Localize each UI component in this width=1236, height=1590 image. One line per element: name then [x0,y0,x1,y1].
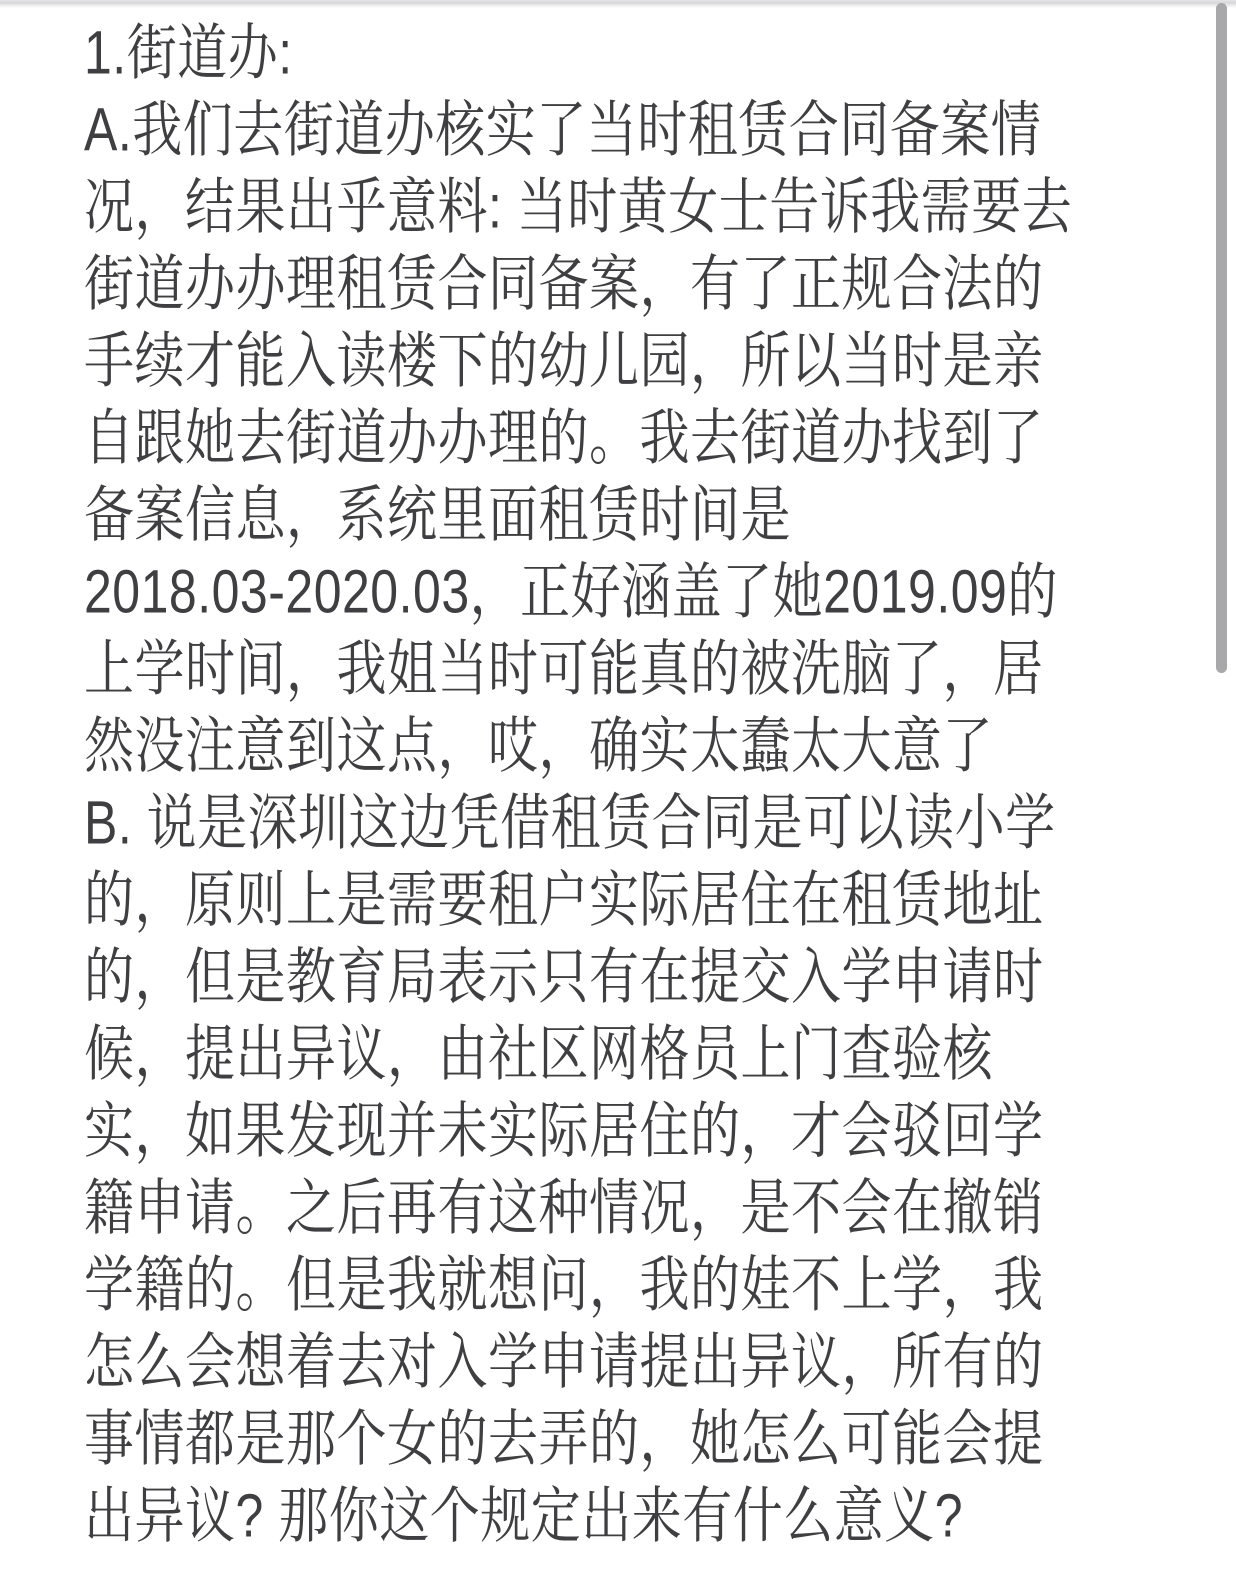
text-line: 手续才能入读楼下的幼儿园，所以当时是亲 [84,326,1044,396]
text-line: 候，提出异议，由社区网格员上门查验核 [84,1019,993,1089]
text-line: 上学时间，我姐当时可能真的被洗脑了，居 [84,634,1044,704]
text-line: 籍申请。之后再有这种情况，是不会在撤销 [84,1173,1044,1243]
text-line: 况，结果出乎意料: 当时黄女士告诉我需要去 [84,172,1073,242]
text-line: 然没注意到这点，哎，确实太蠢太大意了 [84,711,993,781]
text-line: 学籍的。但是我就想问，我的娃不上学，我 [84,1250,1044,1320]
text-line: 的，但是教育局表示只有在提交入学申请时 [84,942,1044,1012]
post-text [84,15,1236,1555]
text-line: 出异议? 那你这个规定出来有什么意义? [84,1481,964,1551]
text-line: 实，如果发现并未实际居住的，才会驳回学 [84,1096,1044,1166]
text-line: 街道办办理租赁合同备案，有了正规合法的 [84,249,1044,319]
text-line: 的，原则上是需要租户实际居住在租赁地址 [84,865,1044,935]
text-line: 怎么会想着去对入学申请提出异议，所有的 [84,1327,1044,1397]
text-line: 2018.03-2020.03，正好涵盖了她2019.09的 [84,557,1058,627]
scrollbar-thumb[interactable] [1216,3,1227,673]
text-line: 事情都是那个女的去弄的，她怎么可能会提 [84,1404,1044,1474]
text-line: 自跟她去街道办办理的。我去街道办找到了 [84,403,1044,473]
scrollbar-track [1216,0,1227,1590]
text-line: 备案信息，系统里面租赁时间是 [84,480,791,550]
text-line: 1.街道办: [84,18,293,88]
text-line: A.我们去街道办核实了当时租赁合同备案情 [84,95,1042,165]
text-line: B. 说是深圳这边凭借租赁合同是可以读小学 [84,788,1056,858]
